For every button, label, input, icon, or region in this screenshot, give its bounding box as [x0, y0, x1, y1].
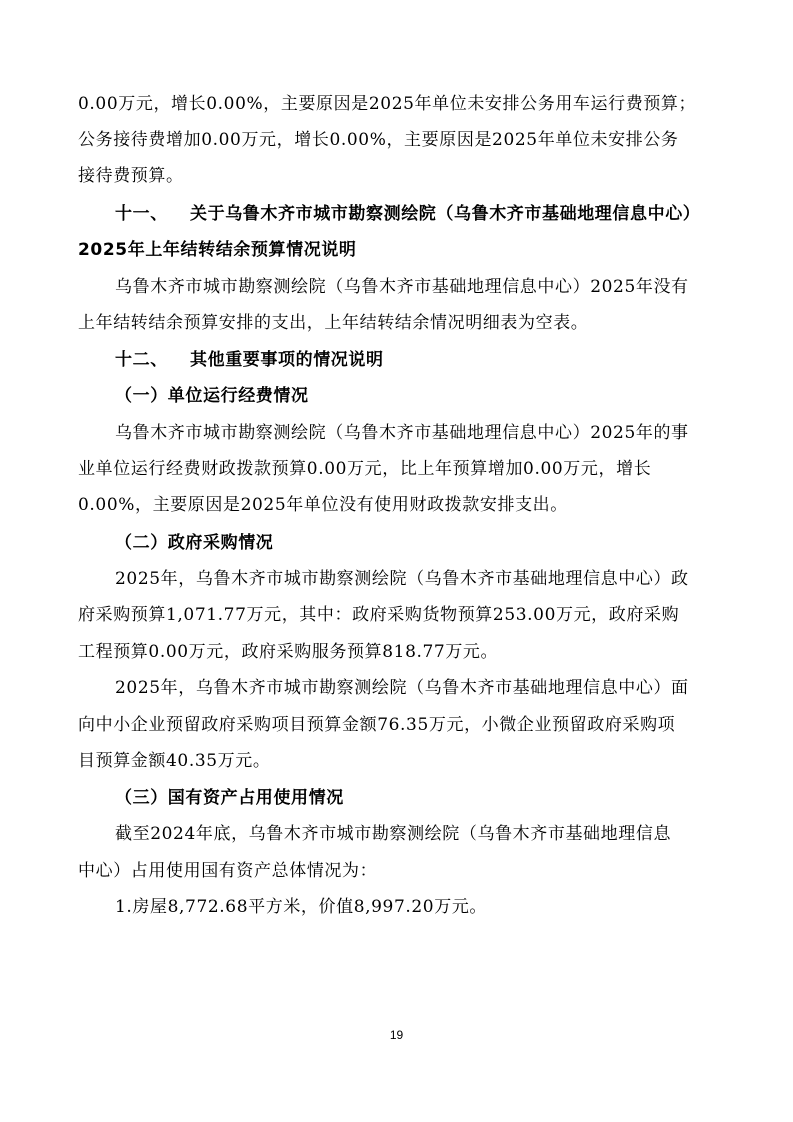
body-text-line: 乌鲁木齐市城市勘察测绘院（乌鲁木齐市基础地理信息中心）2025年没有 [115, 277, 689, 297]
section-heading-11 [115, 202, 700, 226]
body-text-line: 上年结转结余预算安排的支出，上年结转结余情况明细表为空表。 [78, 313, 589, 333]
body-text-line: 0.00%，主要原因是2025年单位没有使用财政拨款安排支出。 [78, 495, 568, 515]
subsection-heading-3: （三）国有资产占用使用情况 [115, 788, 344, 808]
section-title: 其他重要事项的情况说明 [190, 350, 384, 370]
body-text-line: 工程预算0.00万元，政府采购服务预算818.77万元。 [78, 642, 499, 662]
body-text-line: 接待费预算。 [78, 166, 184, 186]
body-text-line: 2025年，乌鲁木齐市城市勘察测绘院（乌鲁木齐市基础地理信息中心）面 [115, 678, 689, 698]
subsection-heading-2: （二）政府采购情况 [115, 533, 274, 553]
section-number: 十一、 [115, 204, 168, 224]
body-text-line: 中心）占用使用国有资产总体情况为： [78, 861, 378, 881]
body-text-line: 向中小企业预留政府采购项目预算金额76.35万元，小微企业预留政府采购项 [78, 715, 676, 735]
body-text-line: 目预算金额40.35万元。 [78, 751, 271, 771]
body-text-line: 0.00万元，增长0.00%，主要原因是2025年单位未安排公务用车运行费预算； [78, 94, 697, 114]
body-text-line: 乌鲁木齐市城市勘察测绘院（乌鲁木齐市基础地理信息中心）2025年的事 [115, 423, 689, 443]
body-text-line: 府采购预算1,071.77万元，其中：政府采购货物预算253.00万元，政府采购 [78, 605, 680, 625]
subsection-heading-1: （一）单位运行经费情况 [115, 386, 309, 406]
section-heading-12 [115, 348, 384, 372]
section-heading-11-continued: 2025年上年结转结余预算情况说明 [78, 240, 357, 260]
page-number: 19 [389, 1028, 404, 1042]
body-text-line: 截至2024年底，乌鲁木齐市城市勘察测绘院（乌鲁木齐市基础地理信息 [115, 824, 672, 844]
body-text-line: 1.房屋8,772.68平方米，价值8,997.20万元。 [115, 897, 488, 917]
body-text-line: 公务接待费增加0.00万元，增长0.00%，主要原因是2025年单位未安排公务 [78, 130, 679, 150]
body-text-line: 业单位运行经费财政拨款预算0.00万元，比上年预算增加0.00万元，增长 [78, 459, 652, 479]
section-title: 关于乌鲁木齐市城市勘察测绘院（乌鲁木齐市基础地理信息中心） [190, 204, 701, 224]
section-number: 十二、 [115, 350, 168, 370]
body-text-line: 2025年，乌鲁木齐市城市勘察测绘院（乌鲁木齐市基础地理信息中心）政 [115, 569, 689, 589]
